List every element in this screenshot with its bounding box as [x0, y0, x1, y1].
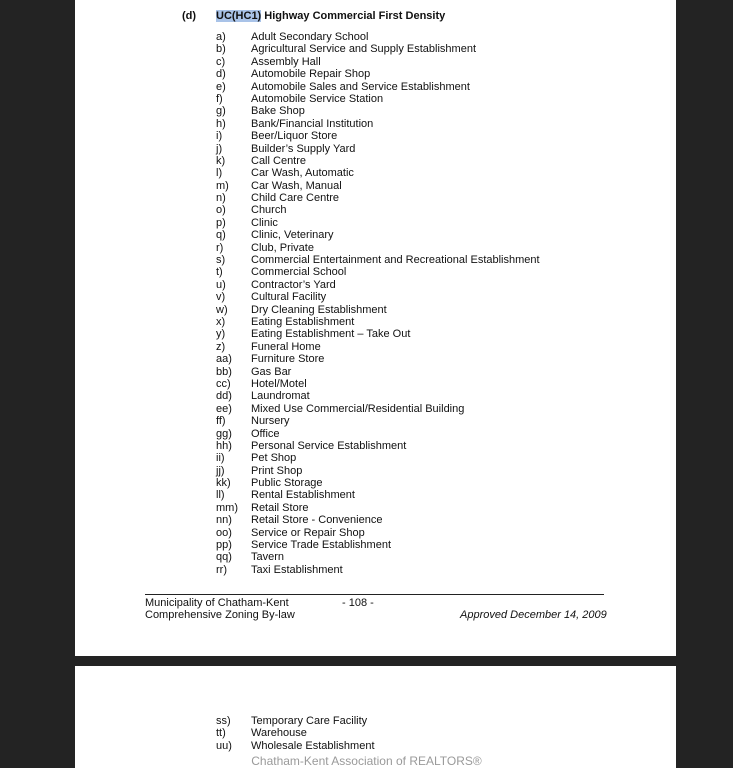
- footer-document-title: Comprehensive Zoning By-law: [145, 609, 295, 621]
- item-text: Cultural Facility: [251, 291, 327, 304]
- item-text: Temporary Care Facility: [251, 715, 368, 727]
- zone-title-text: Highway Commercial First Density: [264, 10, 446, 22]
- item-text: Public Storage: [251, 477, 323, 490]
- item-label: oo): [216, 526, 232, 539]
- item-text: Car Wash, Manual: [251, 179, 342, 192]
- item-text: Eating Establishment: [251, 315, 355, 328]
- item-label: u): [216, 278, 226, 291]
- item-label: mm): [216, 501, 238, 514]
- item-label: tt): [216, 727, 226, 740]
- item-text: Adult Secondary School: [251, 31, 369, 43]
- item-text: Agricultural Service and Supply Establishment: [251, 43, 477, 56]
- item-text: Pet Shop: [251, 452, 297, 465]
- item-label: d): [216, 68, 226, 81]
- item-text: Call Centre: [251, 154, 307, 167]
- item-text: Retail Store: [251, 501, 309, 514]
- item-text: Contractor’s Yard: [251, 278, 336, 291]
- item-label: z): [216, 340, 226, 353]
- item-text: Clinic, Veterinary: [251, 229, 334, 242]
- item-label: c): [216, 55, 226, 68]
- section-number: (d): [182, 10, 197, 22]
- item-text: Club, Private: [251, 241, 314, 254]
- item-label: gg): [216, 427, 232, 440]
- item-text: Nursery: [251, 415, 290, 428]
- item-label: k): [216, 154, 226, 167]
- footer-approved-date: Approved December 14, 2009: [460, 609, 607, 621]
- item-label: x): [216, 315, 226, 328]
- zone-code-highlighted[interactable]: UC(HC1): [216, 10, 262, 22]
- item-text: Furniture Store: [251, 353, 325, 366]
- item-label: kk): [216, 477, 231, 490]
- item-text: Warehouse: [251, 727, 307, 740]
- item-text: Bank/Financial Institution: [251, 117, 374, 130]
- item-text: Beer/Liquor Store: [251, 130, 338, 143]
- item-label: t): [216, 266, 223, 279]
- item-text: Taxi Establishment: [251, 563, 343, 576]
- item-text: Service Trade Establishment: [251, 539, 392, 552]
- item-text: Assembly Hall: [251, 55, 321, 68]
- footer-page-number: - 108 -: [342, 597, 374, 609]
- item-text: Gas Bar: [251, 365, 292, 378]
- item-text: Print Shop: [251, 464, 303, 477]
- item-label: r): [216, 241, 224, 254]
- item-text: Child Care Centre: [251, 192, 340, 205]
- item-label: m): [216, 179, 229, 192]
- footer-municipality: Municipality of Chatham-Kent: [145, 597, 289, 609]
- item-label: ee): [216, 402, 232, 415]
- item-label: a): [216, 31, 226, 43]
- item-label: o): [216, 204, 226, 217]
- item-text: Service or Repair Shop: [251, 526, 365, 539]
- item-text: Personal Service Establishment: [251, 439, 407, 452]
- item-text: Laundromat: [251, 390, 310, 403]
- item-label: jj): [216, 464, 225, 477]
- item-text: Car Wash, Automatic: [251, 167, 354, 180]
- item-label: ii): [216, 452, 225, 465]
- item-label: aa): [216, 353, 232, 366]
- item-text: Clinic: [251, 216, 278, 229]
- item-label: g): [216, 105, 226, 118]
- item-label: f): [216, 92, 223, 105]
- item-label: y): [216, 328, 226, 341]
- section-title: [216, 10, 445, 22]
- item-label: uu): [216, 739, 232, 752]
- item-text: Automobile Repair Shop: [251, 68, 371, 81]
- item-text: Tavern: [251, 551, 285, 564]
- item-text: Builder’s Supply Yard: [251, 142, 356, 155]
- item-label: h): [216, 117, 226, 130]
- item-text: Rental Establishment: [251, 489, 355, 502]
- item-text: Automobile Service Station: [251, 92, 384, 105]
- item-text: Dry Cleaning Establishment: [251, 303, 387, 316]
- item-label: l): [216, 167, 223, 180]
- item-text: Office: [251, 427, 280, 440]
- item-label: s): [216, 254, 226, 267]
- item-label: w): [216, 303, 228, 316]
- watermark: Chatham-Kent Association of REALTORS®: [251, 754, 482, 768]
- item-text: Commercial School: [251, 266, 347, 279]
- item-text: Eating Establishment – Take Out: [251, 328, 411, 341]
- item-text: Hotel/Motel: [251, 377, 307, 390]
- item-label: b): [216, 43, 226, 56]
- item-label: nn): [216, 514, 232, 527]
- item-label: cc): [216, 377, 231, 390]
- item-text: Bake Shop: [251, 105, 305, 118]
- item-label: bb): [216, 365, 232, 378]
- item-text: Wholesale Establishment: [251, 739, 375, 752]
- item-label: rr): [216, 563, 227, 576]
- item-label: hh): [216, 439, 232, 452]
- item-label: ff): [216, 415, 226, 428]
- footer-divider: [145, 594, 604, 595]
- item-label: i): [216, 130, 223, 143]
- item-text: Mixed Use Commercial/Residential Building: [251, 402, 465, 415]
- item-label: v): [216, 291, 226, 304]
- document-page-108: [75, 0, 676, 656]
- item-label: dd): [216, 390, 232, 403]
- item-text: Automobile Sales and Service Establishment: [251, 80, 470, 93]
- item-label: q): [216, 229, 226, 242]
- item-label: j): [216, 142, 223, 155]
- item-text: Retail Store - Convenience: [251, 514, 383, 527]
- item-label: ss): [216, 715, 231, 727]
- item-text: Commercial Entertainment and Recreational Establishment: [251, 254, 540, 267]
- item-label: e): [216, 80, 226, 93]
- item-label: n): [216, 192, 226, 205]
- document-page-109: [75, 666, 676, 768]
- item-text: Church: [251, 204, 287, 217]
- item-label: qq): [216, 551, 232, 564]
- item-text: Funeral Home: [251, 340, 321, 353]
- item-label: ll): [216, 489, 225, 502]
- item-label: pp): [216, 539, 232, 552]
- item-label: p): [216, 216, 226, 229]
